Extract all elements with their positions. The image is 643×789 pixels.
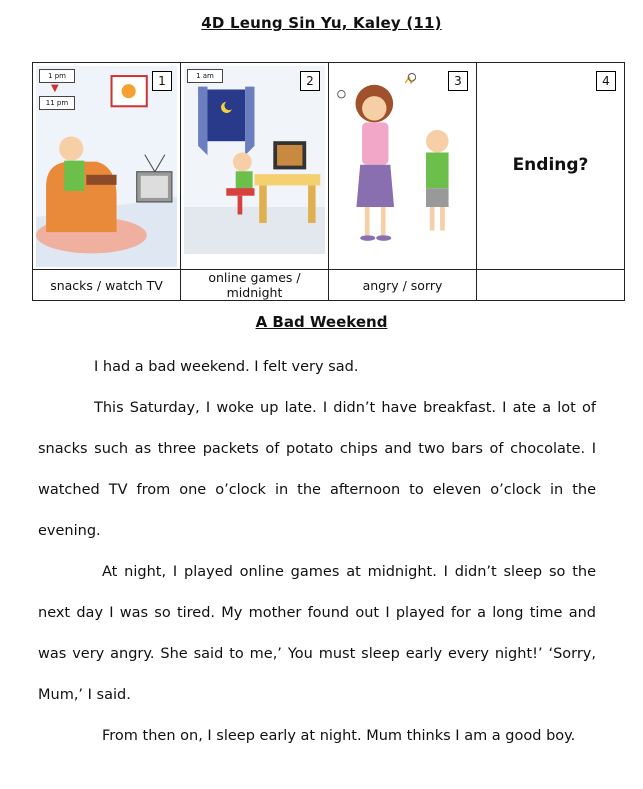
panel-caption: angry / sorry: [329, 270, 477, 301]
story-paragraph: I had a bad weekend. I felt very sad.: [94, 359, 359, 375]
panel-caption: online games / midnight: [181, 270, 329, 301]
panel-1: [33, 63, 181, 270]
story-paragraph: From then on, I sleep early at night. Mum thinks I am a good boy.: [102, 728, 576, 744]
panel-number: 1: [152, 71, 172, 91]
story-paragraph: This Saturday, I woke up late. I didn’t have breakfast. I ate a lot of snacks such as three packets of potato chips and two bars of chocolate. I watched TV from one o’clock in the afternoon to eleven o’clock in the evening.: [38, 400, 596, 539]
angry-mother-illustration: [332, 66, 473, 254]
story-body: [38, 347, 596, 757]
story-title: A Bad Weekend: [255, 313, 388, 331]
time-label-1pm: 1 pm: [39, 69, 75, 83]
student-header: 4D Leung Sin Yu, Kaley (11): [201, 14, 442, 32]
ending-prompt: Ending?: [512, 155, 589, 175]
computer-night-illustration: [184, 66, 325, 254]
panel-caption: snacks / watch TV: [33, 270, 181, 301]
time-label-11pm: 11 pm: [39, 96, 75, 110]
panel-number: 2: [300, 71, 320, 91]
panel-2: [181, 63, 329, 270]
panel-3: [329, 63, 477, 270]
panel-caption: [477, 270, 625, 301]
story-paragraph: At night, I played online games at midnight. I didn’t sleep so the next day I was so tired. My mother found out I played for a long time and was very angry. She said to me,’ You must sleep early every night!’ ‘Sorry, Mum,’ I said.: [38, 564, 596, 703]
time-label-1am: 1 am: [187, 69, 223, 83]
panel-4: [477, 63, 625, 270]
panel-number: 4: [596, 71, 616, 91]
panel-number: 3: [448, 71, 468, 91]
picture-grid: [32, 62, 625, 301]
arrow-down-icon: ▼: [51, 83, 59, 94]
